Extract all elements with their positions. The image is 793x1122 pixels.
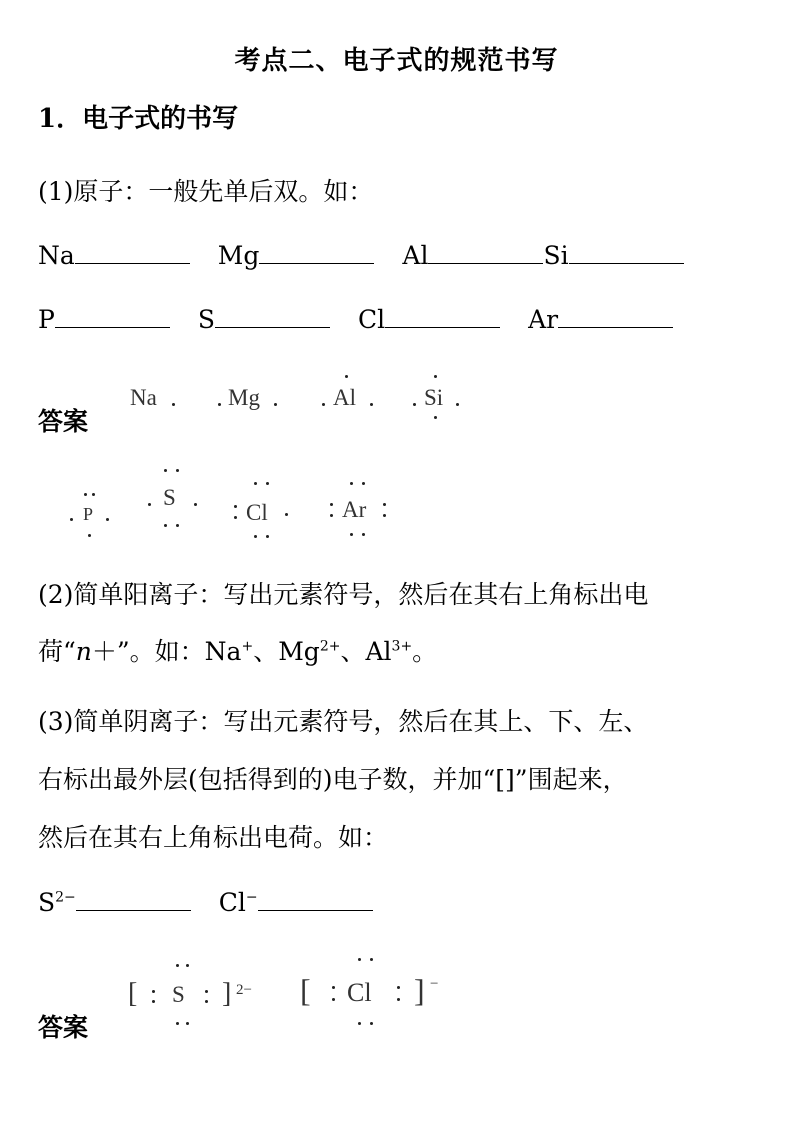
answer-blank[interactable] [385, 326, 500, 328]
cation-symbol: Na [204, 637, 242, 666]
answer-blank[interactable] [215, 326, 330, 328]
anion-symbol: S [38, 888, 56, 917]
electron-dot [254, 535, 257, 538]
electron-dot [332, 998, 335, 1001]
answer-blank[interactable] [76, 909, 191, 911]
electron-dot [176, 469, 179, 472]
electron-dot [350, 533, 353, 536]
answer-blank[interactable] [55, 326, 170, 328]
item2-text-a: 荷“ [38, 637, 76, 666]
electron-dot [413, 403, 416, 406]
item3-line3: 然后在其右上角标出电荷。如： [38, 823, 389, 852]
lewis-symbol: Si [424, 385, 444, 410]
open-bracket: [ [128, 978, 138, 1009]
electron-dot [70, 518, 73, 521]
close-bracket: ] [222, 978, 232, 1009]
cation-charge: 2+ [319, 638, 341, 655]
electron-dot [152, 1000, 155, 1003]
cation [365, 637, 412, 666]
electron-dot [84, 493, 87, 496]
electron-dot [148, 503, 151, 506]
cation-symbol: Mg [278, 637, 320, 666]
anion-charge: − [245, 889, 258, 906]
lewis-symbol: Ar [342, 497, 367, 522]
electron-dot [274, 403, 277, 406]
anion-charge: 2− [236, 982, 252, 998]
electron-dot [358, 958, 361, 961]
electron-dot [434, 416, 437, 419]
answer-blank[interactable] [75, 262, 190, 264]
anion-symbol: Cl [218, 888, 246, 917]
separator: 、 [340, 637, 366, 666]
atoms-row-1 [38, 241, 712, 270]
anion-charge: 2− [55, 889, 76, 906]
electron-dot [164, 524, 167, 527]
answer-blank[interactable] [569, 262, 684, 264]
electron-dot [92, 493, 95, 496]
atom-label: Cl [357, 305, 386, 334]
electron-dot [194, 503, 197, 506]
atom-label: S [197, 305, 215, 334]
answer-label-2: 答案 [38, 1013, 89, 1042]
open-bracket: [ [300, 972, 311, 1008]
electron-dot [345, 375, 348, 378]
answer-blank[interactable] [558, 326, 673, 328]
electron-dot [106, 518, 109, 521]
electron-dot [266, 482, 269, 485]
item2-line1: (2)简单阳离子：写出元素符号，然后在其右上角标出电 [38, 580, 649, 609]
electron-dot [383, 503, 386, 506]
atom-label: Ar [528, 305, 559, 334]
electron-dot [186, 964, 189, 967]
electron-dot [205, 990, 208, 993]
answer-blank[interactable] [258, 909, 373, 911]
cation-charge: 3+ [391, 638, 413, 655]
lewis-symbol: P [83, 504, 94, 524]
cation [205, 637, 254, 666]
electron-dot [370, 958, 373, 961]
electron-dot [234, 505, 237, 508]
separator: 、 [253, 637, 279, 666]
atom-label: Al [402, 241, 429, 270]
electron-dot [254, 482, 257, 485]
atom-label: Si [543, 241, 569, 270]
lewis-symbol: Cl [347, 978, 372, 1007]
item2-n: n [75, 637, 92, 666]
section-heading: 1．电子式的书写 [38, 104, 239, 134]
electron-dot [350, 482, 353, 485]
electron-dot [362, 533, 365, 536]
electron-dot [266, 535, 269, 538]
electron-dot [332, 986, 335, 989]
item2-text-b: ＋”。如： [91, 637, 205, 666]
electron-dot [88, 534, 91, 537]
answer-label: 答案 [38, 407, 89, 436]
lewis-symbol: Cl [246, 500, 268, 525]
electron-dot [186, 1022, 189, 1025]
item3-line1: (3)简单阴离子：写出元素符号，然后在其上、下、左、 [38, 707, 649, 736]
answer-blank[interactable] [259, 262, 374, 264]
electron-dot [434, 375, 437, 378]
electron-dot [362, 482, 365, 485]
item1-text: (1)原子：一般先单后双。如： [38, 177, 374, 206]
item2-line2 [38, 632, 437, 668]
electron-dot [397, 998, 400, 1001]
electron-dot [370, 1022, 373, 1025]
electron-dot [383, 514, 386, 517]
anions-row [38, 888, 401, 917]
atoms-row-2 [38, 305, 701, 334]
close-bracket: ] [414, 972, 425, 1008]
anion-charge: − [430, 976, 439, 992]
electron-dot [218, 403, 221, 406]
lewis-symbol: Mg [228, 385, 260, 410]
atom-label: Mg [217, 241, 260, 270]
electron-dot [358, 1022, 361, 1025]
item3-line2: 右标出最外层(包括得到的)电子数，并加“[]”围起来， [38, 765, 628, 794]
electron-dot [176, 964, 179, 967]
cation-charge: + [241, 638, 254, 655]
electron-dot [397, 986, 400, 989]
lewis-symbol: S [172, 982, 185, 1007]
answer-blank[interactable] [428, 262, 543, 264]
electron-dot [152, 990, 155, 993]
atom-label: Na [38, 241, 75, 270]
lewis-symbol: Al [333, 385, 356, 410]
page-title: 考点二、电子式的规范书写 [234, 46, 559, 76]
electron-dot [456, 403, 459, 406]
cation-symbol: Al [365, 637, 392, 666]
lewis-symbol: Na [130, 385, 157, 410]
electron-dot [330, 514, 333, 517]
electron-dot [285, 513, 288, 516]
cation [278, 637, 340, 666]
electron-dot [330, 503, 333, 506]
separator: 。 [412, 637, 438, 666]
electron-dot [205, 1000, 208, 1003]
electron-dot [234, 516, 237, 519]
lewis-symbol: S [163, 485, 176, 510]
electron-dot [164, 469, 167, 472]
atom-label: P [38, 305, 55, 334]
electron-dot [176, 1022, 179, 1025]
electron-dot [370, 403, 373, 406]
electron-dot [176, 524, 179, 527]
electron-dot [322, 403, 325, 406]
electron-dot [172, 403, 175, 406]
